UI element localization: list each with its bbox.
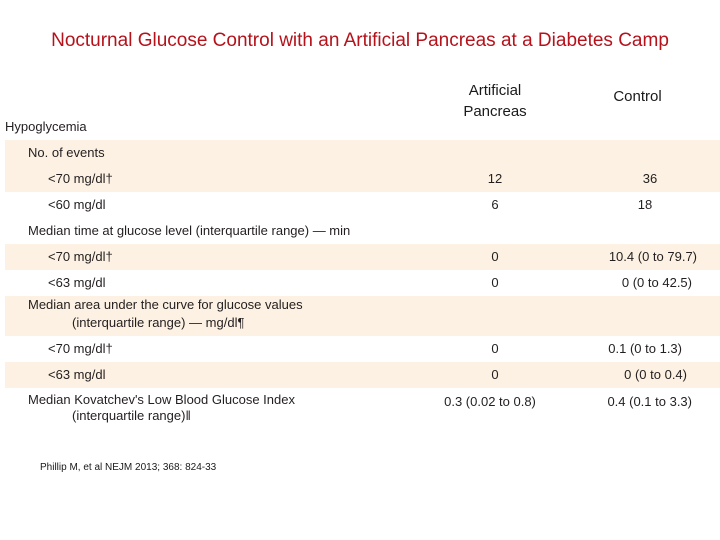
table-row [0, 114, 720, 140]
table-row [0, 336, 720, 362]
table-row [5, 296, 720, 336]
column-header-artificial-pancreas: Artificial Pancreas [463, 82, 527, 120]
slide-title: Nocturnal Glucose Control with an Artificial Pancreas at a Diabetes Camp [51, 30, 669, 51]
table-row [5, 140, 720, 166]
row-label: <63 mg/dl [48, 367, 106, 382]
row-label-continued: (interquartile range)‖ [72, 408, 191, 423]
table-row [0, 388, 720, 424]
cell-artificial-pancreas: 6 [491, 197, 499, 212]
cell-control: 36 [642, 171, 658, 186]
row-label: No. of events [28, 145, 105, 160]
cell-control: 0.4 (0.1 to 3.3) [607, 394, 692, 409]
cell-artificial-pancreas: 0 [491, 249, 499, 264]
table-row [5, 244, 720, 270]
row-label-continued: (interquartile range) — mg/dl¶ [72, 315, 245, 330]
row-label: Median Kovatchev's Low Blood Glucose Index [28, 392, 295, 407]
row-label: <70 mg/dl† [48, 171, 113, 186]
cell-control: 0 (0 to 0.4) [624, 367, 687, 382]
cell-control: 0.1 (0 to 1.3) [608, 341, 682, 356]
cell-artificial-pancreas: 0 [491, 367, 499, 382]
row-label: <70 mg/dl† [48, 341, 113, 356]
table-row [0, 192, 720, 218]
row-label: Median area under the curve for glucose values [28, 297, 303, 312]
cell-artificial-pancreas: 0 [491, 341, 499, 356]
cell-artificial-pancreas: 12 [487, 171, 503, 186]
results-table [0, 114, 720, 424]
table-row [5, 166, 720, 192]
column-header-control: Control [613, 88, 662, 105]
row-label: <60 mg/dl [48, 197, 106, 212]
table-row [5, 362, 720, 388]
cell-control: 10.4 (0 to 79.7) [608, 249, 697, 264]
cell-artificial-pancreas: 0 [491, 275, 499, 290]
cell-control: 18 [637, 197, 653, 212]
cell-control: 0 (0 to 42.5) [621, 275, 692, 290]
citation: Phillip M, et al NEJM 2013; 368: 824-33 [40, 462, 217, 473]
row-label: <70 mg/dl† [48, 249, 113, 264]
table-row [0, 218, 720, 244]
row-label: Hypoglycemia [5, 119, 87, 134]
cell-artificial-pancreas: 0.3 (0.02 to 0.8) [444, 394, 536, 409]
row-label: Median time at glucose level (interquartile range) — min [28, 223, 351, 238]
row-label: <63 mg/dl [48, 275, 106, 290]
